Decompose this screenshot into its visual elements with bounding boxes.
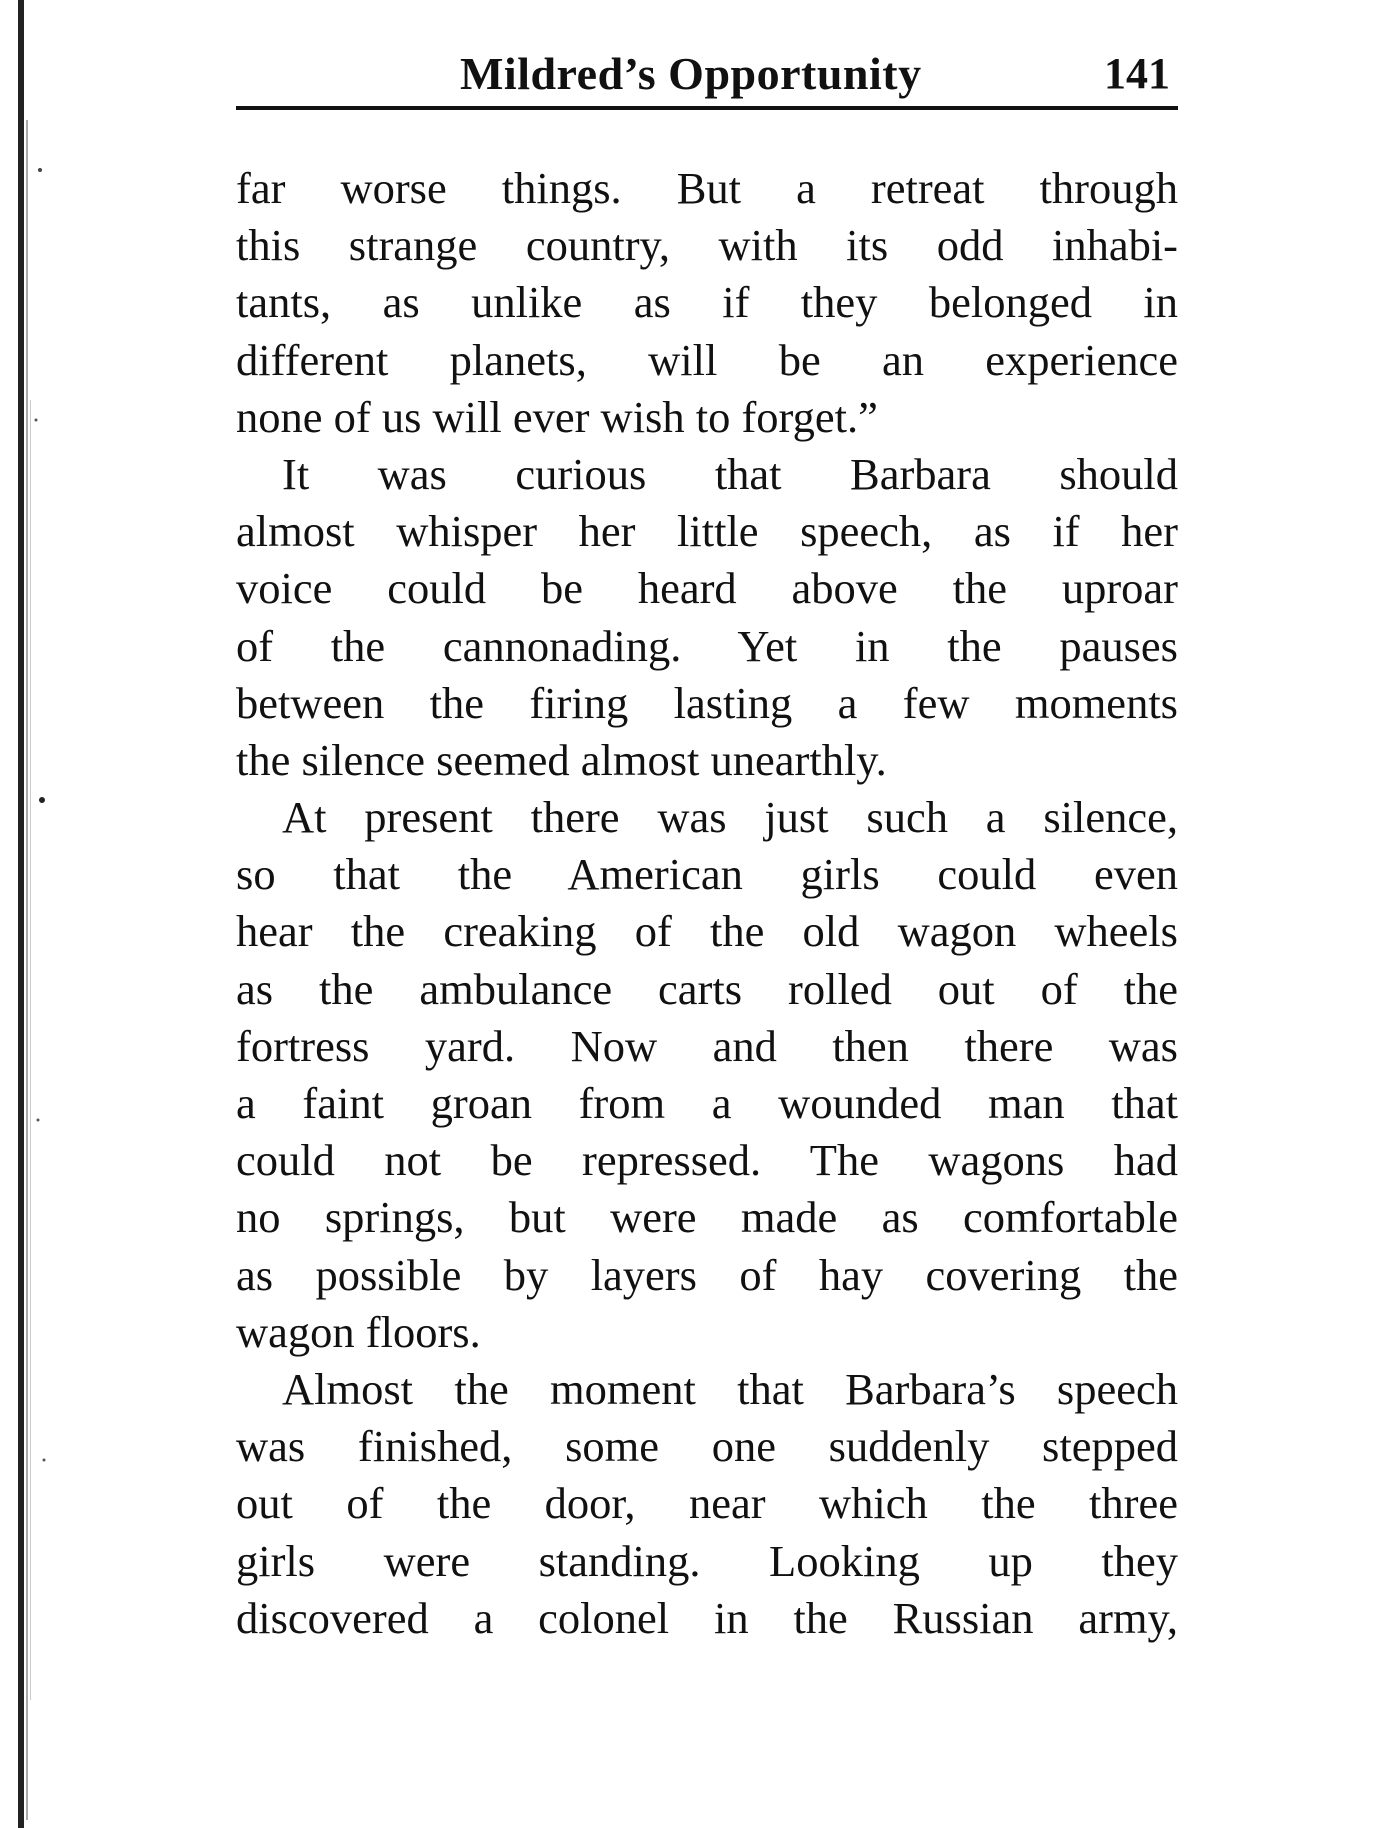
text-line: It was curious that Barbara should	[282, 448, 1178, 499]
text-line: as possible by layers of hay covering the	[236, 1249, 1178, 1300]
text-line: girls were standing. Looking up they	[236, 1535, 1178, 1586]
body-text	[236, 160, 1178, 1647]
text-line: so that the American girls could even	[236, 849, 1178, 900]
text-line: Almost the moment that Barbara’s speech	[282, 1363, 1178, 1414]
text-line: fortress yard. Now and then there was	[236, 1020, 1178, 1071]
running-head-title: Mildred’s Opportunity	[460, 48, 922, 99]
text-line: of the cannonading. Yet in the pauses	[236, 620, 1178, 671]
text-line: almost whisper her little speech, as if her	[236, 506, 1178, 557]
text-line: far worse things. But a retreat through	[236, 163, 1178, 213]
page-binding-edge	[0, 0, 60, 1828]
text-line: different planets, will be an experience	[236, 334, 1178, 385]
text-line: none of us will ever wish to forget.”	[236, 391, 878, 442]
text-line: no springs, but were made as comfortable	[236, 1192, 1178, 1243]
text-line: could not be repressed. The wagons had	[236, 1135, 1178, 1186]
text-line: between the firing lasting a few moments	[236, 677, 1178, 728]
page-header	[236, 40, 1178, 110]
page-number: 141	[1104, 49, 1170, 98]
text-line: discovered a colonel in the Russian army,	[236, 1592, 1178, 1643]
text-line: this strange country, with its odd inhabi-	[236, 220, 1178, 271]
text-line: as the ambulance carts rolled out of the	[236, 963, 1178, 1014]
text-line: voice could be heard above the uproar	[236, 563, 1178, 614]
text-line: the silence seemed almost unearthly.	[236, 734, 887, 785]
text-line: a faint groan from a wounded man that	[236, 1078, 1178, 1128]
text-line: At present there was just such a silence,	[282, 792, 1178, 843]
text-line: out of the door, near which the three	[236, 1478, 1178, 1529]
text-line: wagon floors.	[236, 1306, 481, 1357]
text-line: was finished, some one suddenly stepped	[236, 1421, 1178, 1472]
text-line: tants, as unlike as if they belonged in	[236, 277, 1178, 328]
text-line: hear the creaking of the old wagon wheels	[236, 906, 1178, 957]
header-rule	[236, 106, 1178, 110]
